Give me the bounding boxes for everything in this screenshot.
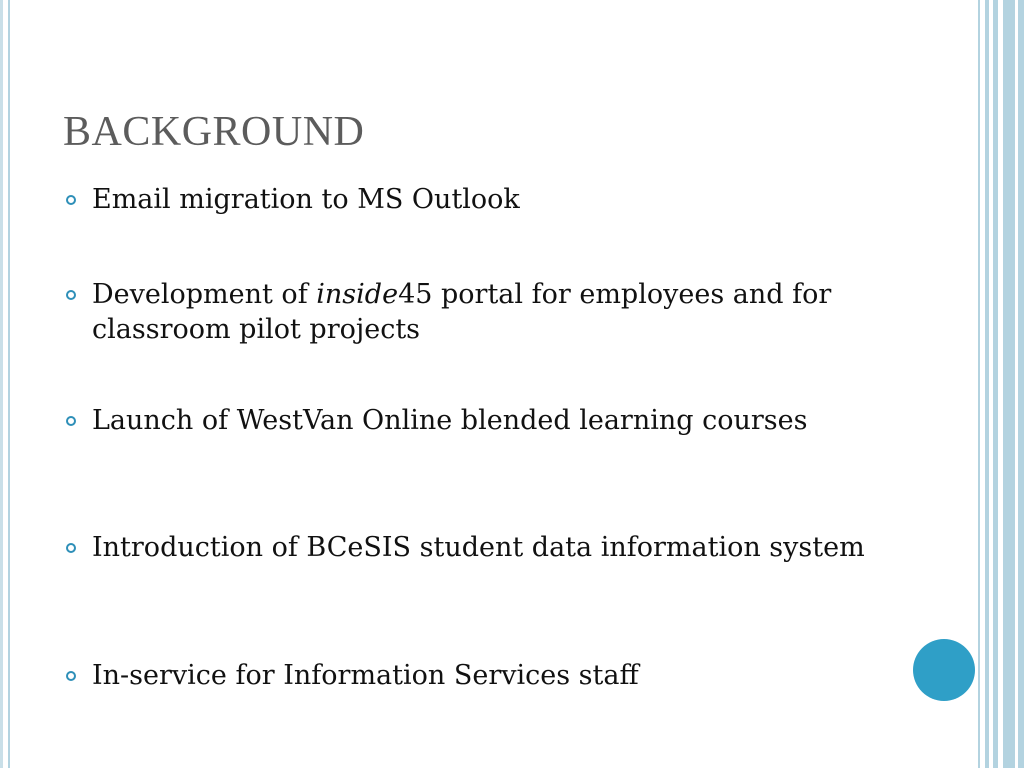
bullet-text-suffix: 45 portal for employees and for classroom pilot projects (92, 279, 832, 345)
right-edge-bar (1003, 0, 1015, 768)
bullet-icon (66, 416, 76, 426)
bullet-text: Email migration to MS Outlook (92, 184, 520, 215)
bullet-icon (66, 543, 76, 553)
bullet-item (63, 182, 520, 217)
bullet-text-prefix: Development of (92, 279, 317, 310)
slide-title: BACKGROUND (63, 109, 365, 155)
decorative-circle (913, 639, 975, 701)
right-edge-bar (978, 0, 980, 768)
bullet-text: Launch of WestVan Online blended learning courses (92, 405, 808, 436)
right-edge-bar (993, 0, 998, 768)
right-edge-bar (985, 0, 989, 768)
bullet-item (63, 530, 865, 565)
right-edge-bar (1018, 0, 1024, 768)
bullet-icon (66, 290, 76, 300)
left-edge-bar (0, 0, 3, 768)
bullet-text: Introduction of BCeSIS student data information system (92, 532, 865, 563)
bullet-item (63, 658, 639, 693)
bullet-text-italic: inside (316, 279, 399, 310)
bullet-item (63, 277, 893, 347)
bullet-text: In-service for Information Services staff (92, 660, 639, 691)
bullet-icon (66, 671, 76, 681)
left-edge-bar (8, 0, 10, 768)
bullet-icon (66, 195, 76, 205)
bullet-item (63, 403, 807, 438)
